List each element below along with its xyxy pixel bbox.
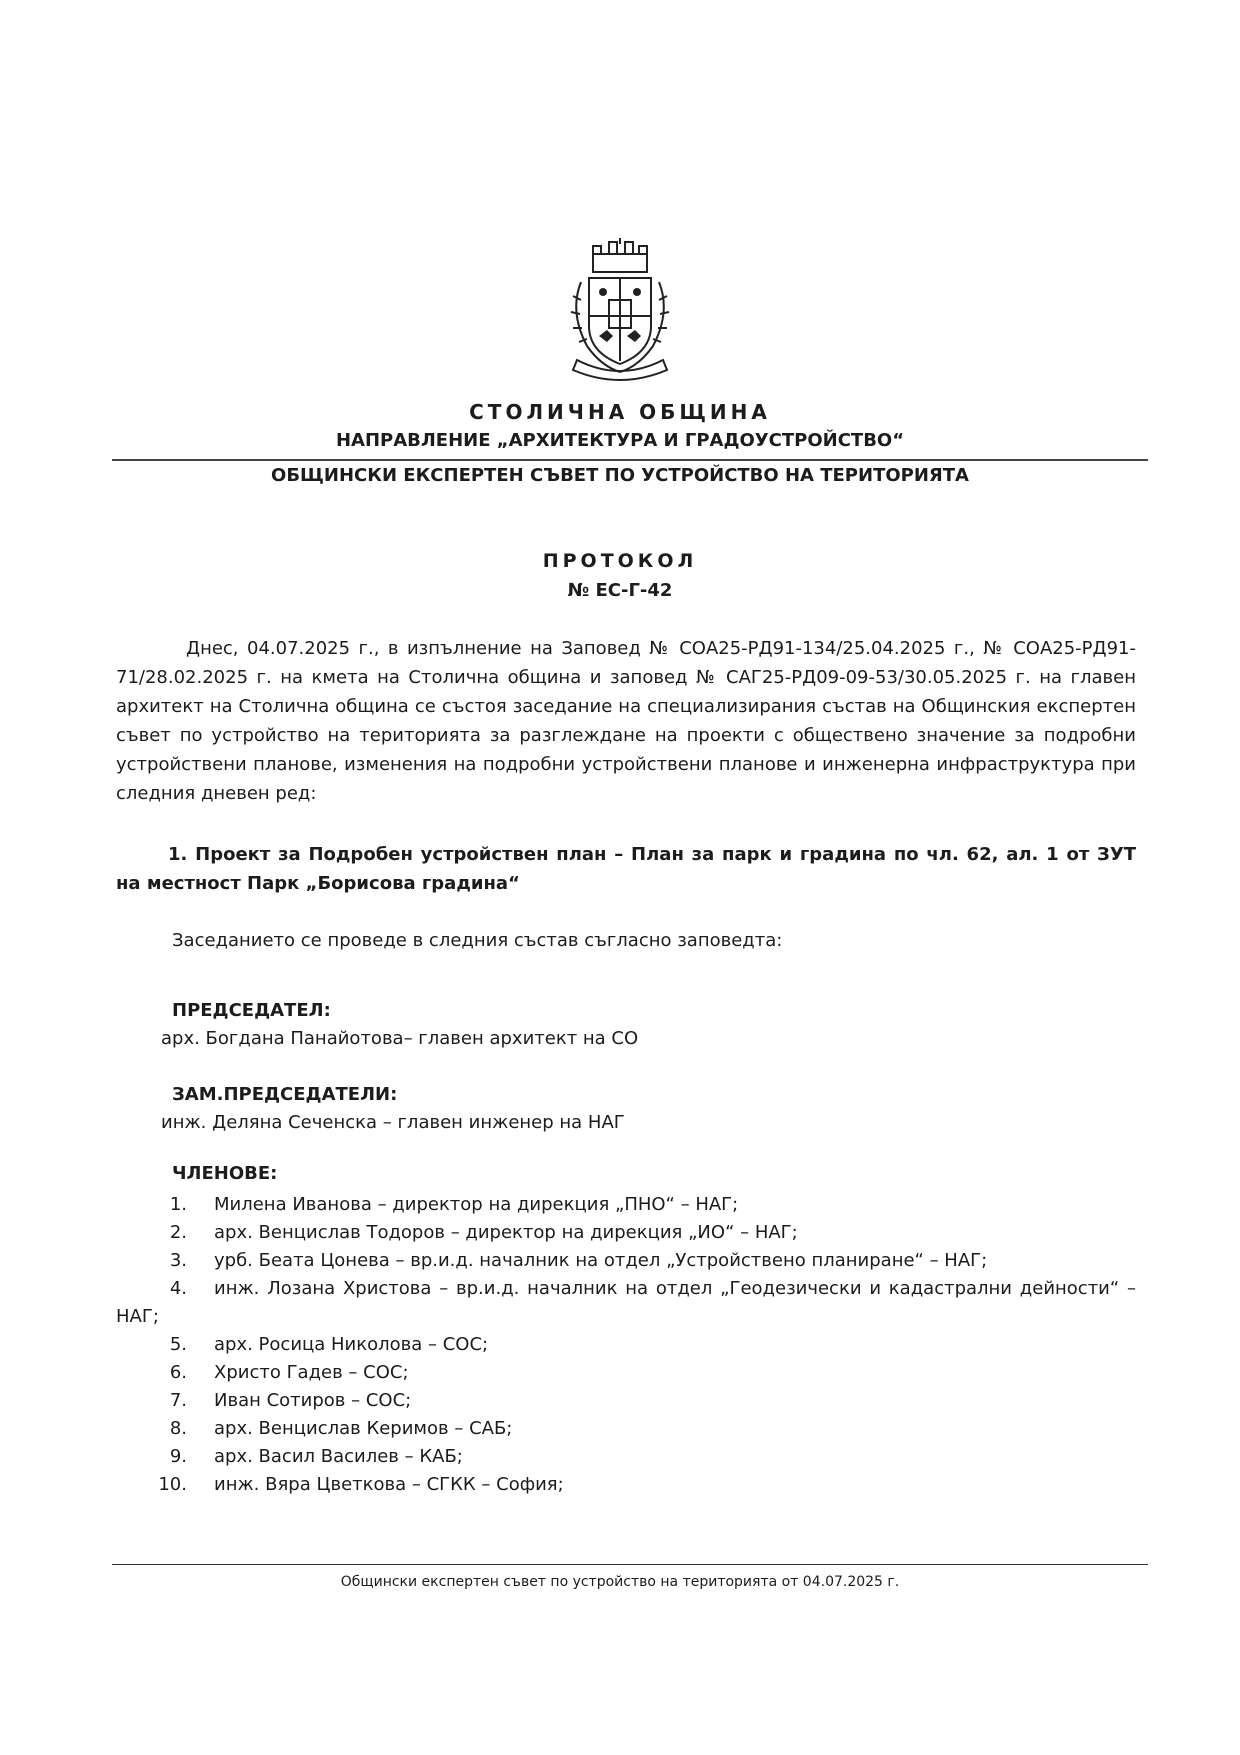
member-number: 3. bbox=[169, 1250, 187, 1271]
intro-paragraph: Днес, 04.07.2025 г., в изпълнение на Заповед № СОА25-РД91-134/25.04.2025 г., № СОА25-РД91-71/28.02.2025 г. на кмета на Столична община и заповед № САГ25-РД09-09-53/30.05.2025 г. на главен архитект на Столична община се състоя заседание на специализирания състав на Общинския експертен съвет по устройство на територията за разглеждане на проекти с обществено значение за подробни устройствени планове, изменения на подробни устройствени планове и инженерна инфраструктура при следния дневен ред: bbox=[116, 638, 1136, 804]
footer-divider bbox=[112, 1564, 1148, 1565]
member-number: 8. bbox=[169, 1418, 187, 1439]
members-list bbox=[116, 1191, 1136, 1499]
member-text: инж. Вяра Цветкова – СГКК – София; bbox=[214, 1474, 564, 1495]
member-number: 2. bbox=[169, 1222, 187, 1243]
header-divider bbox=[112, 459, 1148, 461]
list-item bbox=[116, 1219, 1136, 1247]
chairman-person: арх. Богдана Панайотова– главен архитект на СО bbox=[161, 1028, 639, 1049]
member-number: 6. bbox=[169, 1362, 187, 1383]
member-text: урб. Беата Цонева – вр.и.д. началник на отдел „Устройствено планиране“ – НАГ; bbox=[214, 1250, 988, 1271]
list-item bbox=[116, 1275, 1136, 1331]
list-item bbox=[116, 1359, 1136, 1387]
member-text: Иван Сотиров – СОС; bbox=[214, 1390, 412, 1411]
sofia-coat-of-arms-icon bbox=[563, 236, 677, 382]
member-text: арх. Васил Василев – КАБ; bbox=[214, 1446, 463, 1467]
protocol-number: № ЕС-Г-42 bbox=[567, 580, 673, 601]
member-number: 7. bbox=[169, 1390, 187, 1411]
member-text: инж. Лозана Христова – вр.и.д. началник на отдел „Геодезически и кадастрални дейности“ – НАГ; bbox=[116, 1278, 1136, 1327]
deputies-heading: ЗАМ.ПРЕДСЕДАТЕЛИ: bbox=[172, 1084, 398, 1105]
list-item bbox=[116, 1387, 1136, 1415]
list-item bbox=[116, 1331, 1136, 1359]
list-item bbox=[116, 1415, 1136, 1443]
department-name: НАПРАВЛЕНИЕ „АРХИТЕКТУРА И ГРАДОУСТРОЙСТВО“ bbox=[335, 430, 905, 451]
list-item bbox=[116, 1471, 1136, 1499]
page-footer: Общински експертен съвет по устройство на територията от 04.07.2025 г. bbox=[340, 1574, 900, 1590]
council-name: ОБЩИНСКИ ЕКСПЕРТЕН СЪВЕТ ПО УСТРОЙСТВО НА ТЕРИТОРИЯТА bbox=[271, 465, 969, 486]
member-number: 10. bbox=[158, 1474, 187, 1495]
list-item bbox=[116, 1191, 1136, 1219]
member-number: 9. bbox=[169, 1446, 187, 1467]
document-type: ПРОТОКОЛ bbox=[542, 550, 698, 572]
organization-name: СТОЛИЧНА ОБЩИНА bbox=[469, 400, 771, 424]
chairman-heading: ПРЕДСЕДАТЕЛ: bbox=[172, 1000, 331, 1021]
composition-intro: Заседанието се проведе в следния състав съгласно заповедта: bbox=[172, 930, 783, 951]
member-text: Христо Гадев – СОС; bbox=[214, 1362, 409, 1383]
deputy-person: инж. Деляна Сеченска – главен инженер на НАГ bbox=[161, 1112, 625, 1133]
member-number: 5. bbox=[169, 1334, 187, 1355]
member-number: 1. bbox=[169, 1194, 187, 1215]
member-text: Милена Иванова – директор на дирекция „ПНО“ – НАГ; bbox=[214, 1194, 739, 1215]
members-heading: ЧЛЕНОВЕ: bbox=[172, 1163, 278, 1184]
list-item bbox=[116, 1247, 1136, 1275]
member-number: 4. bbox=[169, 1278, 187, 1299]
member-text: арх. Венцислав Керимов – САБ; bbox=[214, 1418, 513, 1439]
agenda-item: 1. Проект за Подробен устройствен план – План за парк и градина по чл. 62, ал. 1 от ЗУТ на местност Парк „Борисова градина“ bbox=[116, 844, 1136, 894]
member-text: арх. Росица Николова – СОС; bbox=[214, 1334, 489, 1355]
member-text: арх. Венцислав Тодоров – директор на дирекция „ИО“ – НАГ; bbox=[214, 1222, 798, 1243]
list-item bbox=[116, 1443, 1136, 1471]
